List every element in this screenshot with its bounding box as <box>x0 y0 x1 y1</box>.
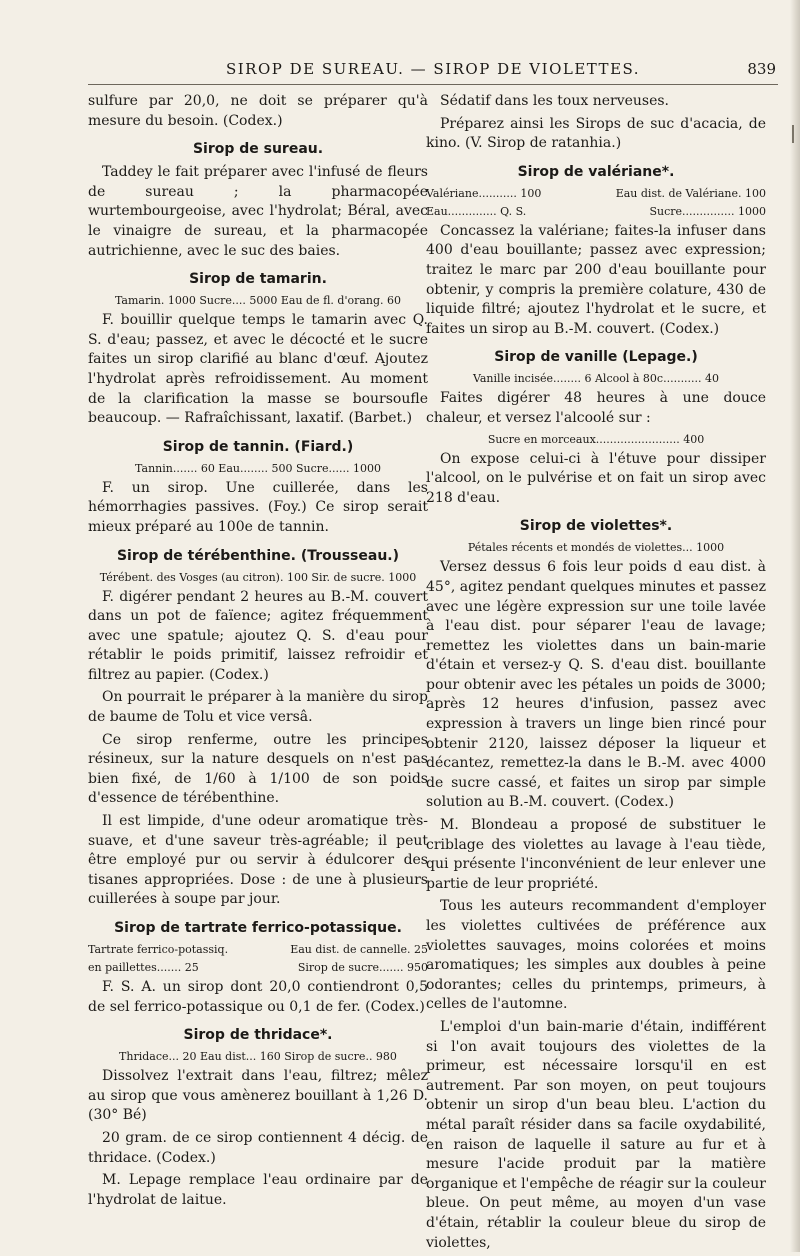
paragraph: 20 gram. de ce sirop contiennent 4 décig. de thridace. (Codex.) <box>88 1129 428 1166</box>
paragraph: F. un sirop. Une cuillerée, dans les hémorrhagies passives. (Foy.) Ce sirop serait mieux préparé au 100e de tannin. <box>88 479 428 535</box>
running-title: SIROP DE SUREAU. — SIROP DE VIOLETTES. <box>225 60 641 78</box>
page-number: 839 <box>747 60 776 78</box>
paragraph: L'emploi d'un bain-marie d'étain, indifférent si l'on avait toujours des violettes de la primeur, est nécessaire lorsqu'il en est autrement. Par son moyen, on peut toujours obtenir un sirop d'un beau bleu. L'action du métal paraît résider dans sa facile oxydabilité, en raison de laquelle il sature au fur et à mesure l'acide produit par la matière organique et l'empêche de réagir sur la couleur bleue. On peut même, au moyen d'un vase d'étain, rétablir la couleur bleue du sirop de violettes, <box>426 1018 766 1251</box>
right-column <box>426 92 766 1256</box>
section-heading: Sirop de tamarin. <box>189 271 327 288</box>
section-heading: Sirop de thridace*. <box>183 1027 333 1044</box>
paragraph: F. bouillir quelque temps le tamarin avec Q. S. d'eau; passez, et avec le décocté et le sucre faites un sirop clarifié au blanc d'œuf. Ajoutez l'hydrolat après refroidissement. Au moment de la clarification la masse se boursoufle beaucoup. — Rafraîchissant, laxatif. (Barbet.) <box>88 312 428 427</box>
formula-line <box>88 960 428 975</box>
paragraph: Dissolvez l'extrait dans l'eau, filtrez; mêlez au sirop que vous amènerez bouillant à 1,26 D. (30° Bé) <box>88 1068 428 1124</box>
formula-ingredient: Sucre............... 1000 <box>649 204 766 218</box>
formula-line <box>426 186 766 201</box>
paragraph: Taddey le fait préparer avec l'infusé de fleurs de sureau ; la pharmacopée wurtembourgeoise, avec l'hydrolat; Béral, avec le vinaigre de sureau, et la pharmacopée autrichienne, avec le suc des baies. <box>88 164 428 259</box>
formula-line: Tamarin. 1000 Sucre.... 5000 Eau de fl. d'orang. 60 <box>114 294 402 308</box>
formula-ingredient: Eau dist. de cannelle. 25 <box>290 943 428 956</box>
formula-line: Thridace... 20 Eau dist... 160 Sirop de sucre.. 980 <box>119 1050 397 1064</box>
formula-ingredient: Eau.............. Q. S. <box>426 204 527 218</box>
paragraph: Faites digérer 48 heures à une douce chaleur, et versez l'alcoolé sur : <box>426 390 766 426</box>
paragraph: M. Lepage remplace l'eau ordinaire par de l'hydrolat de laitue. <box>88 1172 428 1208</box>
paragraph: F. digérer pendant 2 heures au B.-M. couvert dans un pot de faïence; agitez fréquemment avec une spatule; ajoutez Q. S. d'eau pour rétablir le poids primitif, laissez refroidir et filtrez au papier. (Codex.) <box>88 588 428 683</box>
formula-line: Tannin....... 60 Eau........ 500 Sucre...... 1000 <box>135 461 381 475</box>
formula-line: Sucre en morceaux........................ 400 <box>487 432 705 446</box>
section-heading: Sirop de sureau. <box>192 141 324 158</box>
section-heading: Sirop de violettes*. <box>519 518 673 535</box>
margin-mark <box>792 125 794 143</box>
formula-line: Vanille incisée........ 6 Alcool à 80c........... 40 <box>472 372 720 386</box>
left-column <box>88 92 428 1213</box>
formula-line: Térébent. des Vosges (au citron). 100 Sir. de sucre. 1000 <box>99 570 417 584</box>
paragraph: Sédatif dans les toux nerveuses. <box>440 93 670 109</box>
paragraph: On pourrait le préparer à la manière du sirop de baume de Tolu et vice versâ. <box>88 689 428 726</box>
paragraph: Tous les auteurs recommandent d'employer les violettes cultivées de préférence aux violettes sauvages, moins colorées et moins aromatiques; les simples aux doubles à peine odorantes; celles du printemps, primeurs, à celles de l'automne. <box>426 898 766 1013</box>
formula-ingredient: Tartrate ferrico-potassiq. <box>88 943 229 956</box>
paragraph: Versez dessus 6 fois leur poids d eau dist. à 45°, agitez pendant quelques minutes et passez avec une légère expression sur une toile lavée à l'eau dist. pour séparer l'eau de lavage; remettez les violettes dans un bain-marie d'étain et versez-y Q. S. d'eau dist. bouillante pour obtenir avec les pétales un poids de 3000; après 12 heures d'infusion, passez avec expression à travers un linge bien rincé pour obtenir 2120, laissez déposer la liqueur et décantez, remettez-la dans le B.-M. avec 4000 de sucre cassé, et faites un sirop par simple solution au B.-M. couvert. (Codex.) <box>426 559 766 811</box>
paragraph: M. Blondeau a proposé de substituer le criblage des violettes au lavage à l'eau tiède, qui présente l'inconvénient de leur enlever une partie de leur propriété. <box>426 817 766 892</box>
formula-line <box>88 942 428 957</box>
paragraph: Ce sirop renferme, outre les principes résineux, sur la nature desquels on n'est pas bien fixé, de 1/60 à 1/100 de son poids d'essence de térébenthine. <box>88 731 428 807</box>
paragraph: F. S. A. un sirop dont 20,0 contiendront 0,5 de sel ferrico-potassique ou 0,1 de fer. (Codex.) <box>88 979 428 1015</box>
formula-line <box>426 204 766 219</box>
section-heading: Sirop de vanille (Lepage.) <box>494 349 698 366</box>
section-heading: Sirop de valériane*. <box>517 163 675 180</box>
formula-line: Pétales récents et mondés de violettes... 1000 <box>467 541 725 555</box>
formula-ingredient: en paillettes....... 25 <box>88 961 199 974</box>
paragraph: sulfure par 20,0, ne doit se préparer qu'à mesure du besoin. (Codex.) <box>88 93 428 129</box>
formula-ingredient: Eau dist. de Valériane. 100 <box>615 186 766 200</box>
formula-ingredient: Sirop de sucre....... 950 <box>297 961 428 974</box>
page-edge-shadow <box>790 0 800 1252</box>
running-head <box>88 58 778 85</box>
paragraph: Concassez la valériane; faites-la infuser dans 400 d'eau bouillante; passez avec expression; traitez le marc par 200 d'eau bouillante pour obtenir, y compris la première colature, 430 de liquide filtré; ajoutez l'hydrolat et le sucre, et faites un sirop au B.-M. couvert. (Codex.) <box>426 222 766 337</box>
section-heading: Sirop de térébenthine. (Trousseau.) <box>116 547 400 564</box>
section-heading: Sirop de tannin. (Fiard.) <box>162 438 354 455</box>
formula-ingredient: Valériane........... 100 <box>426 186 542 200</box>
paragraph: On expose celui-ci à l'étuve pour dissiper l'alcool, on le pulvérise et on fait un sirop avec 218 d'eau. <box>426 450 766 506</box>
section-heading: Sirop de tartrate ferrico-potassique. <box>114 920 402 936</box>
paragraph: Il est limpide, d'une odeur aromatique très-suave, et d'une saveur très-agréable; il peut être employé pur ou servir à édulcorer des tisanes appropriées. Dose : de une à plusieurs cuillerées à soupe par jour. <box>88 813 428 908</box>
paragraph: Préparez ainsi les Sirops de suc d'acacia, de kino. (V. Sirop de ratanhia.) <box>426 115 766 152</box>
